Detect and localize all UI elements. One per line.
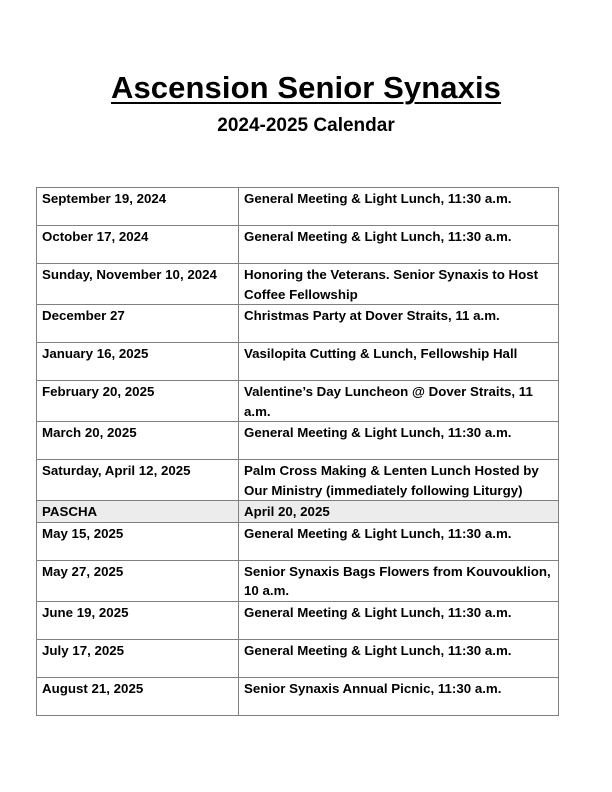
- table-row: [37, 381, 559, 422]
- event-date: March 20, 2025: [37, 422, 239, 460]
- event-description: Senior Synaxis Bags Flowers from Kouvouklion, 10 a.m.: [239, 560, 559, 601]
- event-description: General Meeting & Light Lunch, 11:30 a.m.: [239, 601, 559, 639]
- event-date: July 17, 2025: [37, 639, 239, 677]
- event-date: January 16, 2025: [37, 343, 239, 381]
- table-row: [37, 188, 559, 226]
- event-date: Saturday, April 12, 2025: [37, 460, 239, 501]
- event-date: May 15, 2025: [37, 522, 239, 560]
- event-description: General Meeting & Light Lunch, 11:30 a.m.: [239, 226, 559, 264]
- event-description: April 20, 2025: [239, 501, 559, 523]
- table-row: [37, 226, 559, 264]
- event-description: Honoring the Veterans. Senior Synaxis to Host Coffee Fellowship: [239, 264, 559, 305]
- table-row: [37, 601, 559, 639]
- event-description: General Meeting & Light Lunch, 11:30 a.m.: [239, 522, 559, 560]
- event-description: Vasilopita Cutting & Lunch, Fellowship Hall: [239, 343, 559, 381]
- event-description: General Meeting & Light Lunch, 11:30 a.m.: [239, 422, 559, 460]
- event-date: June 19, 2025: [37, 601, 239, 639]
- event-date: December 27: [37, 305, 239, 343]
- table-row: [37, 522, 559, 560]
- table-row: [37, 422, 559, 460]
- table-row: [37, 677, 559, 715]
- calendar-table: [36, 187, 559, 716]
- table-row: [37, 460, 559, 501]
- event-description: General Meeting & Light Lunch, 11:30 a.m.: [239, 188, 559, 226]
- page-title: Ascension Senior Synaxis: [110, 70, 502, 105]
- event-date: February 20, 2025: [37, 381, 239, 422]
- event-description: Senior Synaxis Annual Picnic, 11:30 a.m.: [239, 677, 559, 715]
- event-date: May 27, 2025: [37, 560, 239, 601]
- event-description: Palm Cross Making & Lenten Lunch Hosted by Our Ministry (immediately following Liturgy): [239, 460, 559, 501]
- event-date: PASCHA: [37, 501, 239, 523]
- event-date: September 19, 2024: [37, 188, 239, 226]
- page-subtitle: 2024-2025 Calendar: [217, 115, 395, 136]
- table-row: [37, 560, 559, 601]
- table-row: [37, 343, 559, 381]
- event-date: August 21, 2025: [37, 677, 239, 715]
- table-row: [37, 639, 559, 677]
- event-date: October 17, 2024: [37, 226, 239, 264]
- event-description: Valentine’s Day Luncheon @ Dover Straits, 11 a.m.: [239, 381, 559, 422]
- event-date: Sunday, November 10, 2024: [37, 264, 239, 305]
- event-description: Christmas Party at Dover Straits, 11 a.m.: [239, 305, 559, 343]
- table-row-pascha: [37, 501, 559, 523]
- table-row: [37, 264, 559, 305]
- event-description: General Meeting & Light Lunch, 11:30 a.m.: [239, 639, 559, 677]
- table-row: [37, 305, 559, 343]
